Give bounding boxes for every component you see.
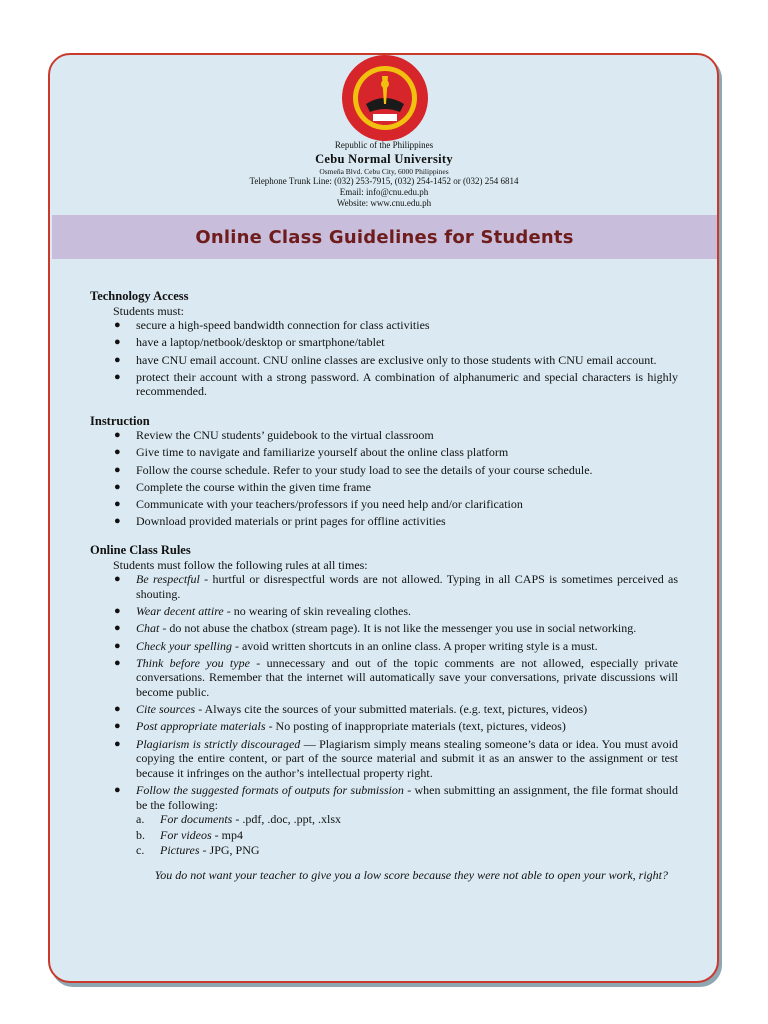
list-item-text: have CNU email account. CNU online classes are exclusive only to those students with CNU email account. bbox=[136, 352, 657, 367]
format-marker: a. bbox=[136, 812, 145, 827]
list-item bbox=[114, 462, 678, 478]
format-term: For documents bbox=[160, 812, 233, 827]
rule-text: - avoid written shortcuts in an online class. A proper writing style is a must. bbox=[231, 638, 598, 653]
instruction-list bbox=[90, 428, 678, 529]
rule-text: - no wearing of skin revealing clothes. bbox=[223, 604, 412, 619]
technology-intro: Students must: bbox=[113, 303, 185, 318]
rule-item bbox=[114, 719, 678, 734]
list-item bbox=[114, 352, 678, 368]
rule-term: Follow the suggested formats of outputs for submission bbox=[136, 782, 404, 797]
bullet-icon: ● bbox=[114, 429, 121, 442]
bullet-icon: ● bbox=[114, 336, 121, 349]
rule-term: Plagiarism is strictly discouraged bbox=[136, 736, 301, 751]
bullet-icon: ● bbox=[114, 353, 121, 366]
format-term: For videos bbox=[160, 827, 212, 842]
closing-note: You do not want your teacher to give you a low score because they were not able to open your work, right? bbox=[154, 867, 668, 882]
section-heading-technology: Technology Access bbox=[90, 289, 189, 303]
list-item-text: Communicate with your teachers/professors if you need help and/or clarification bbox=[136, 496, 523, 511]
technology-list bbox=[90, 318, 678, 399]
bullet-icon: ● bbox=[114, 783, 121, 796]
university-seal-logo bbox=[330, 54, 440, 142]
rule-text: - unnecessary and out of the topic comments are not allowed, especially private conversations. Remember that the internet will automatically save your conversations, private discussions will become public. bbox=[136, 655, 678, 699]
rule-text: - when submitting an assignment, the file format should be the following: bbox=[136, 782, 679, 812]
bullet-icon: ● bbox=[114, 497, 121, 510]
list-item-text: Review the CNU students’ guidebook to the virtual classroom bbox=[136, 428, 434, 443]
rule-item bbox=[114, 572, 678, 602]
title-banner bbox=[52, 215, 717, 259]
bullet-icon: ● bbox=[114, 319, 121, 332]
page-title: Online Class Guidelines for Students bbox=[195, 226, 574, 248]
email-line: Email: info@cnu.edu.ph bbox=[339, 187, 429, 197]
rule-text: - Always cite the sources of your submitted materials. (e.g. text, pictures, videos) bbox=[195, 702, 588, 717]
list-item-text: protect their account with a strong password. A combination of alphanumeric and special characters is highly recommended. bbox=[136, 369, 678, 399]
format-marker: b. bbox=[136, 827, 145, 842]
list-item bbox=[114, 335, 678, 350]
list-item bbox=[114, 318, 678, 333]
rule-text: - hurtful or disrespectful words are not allowed. Typing in all CAPS is sometimes perceived as shouting. bbox=[136, 572, 678, 602]
section-heading-instruction: Instruction bbox=[90, 413, 150, 428]
list-item bbox=[114, 496, 678, 512]
bullet-icon: ● bbox=[114, 463, 121, 476]
rule-item bbox=[114, 782, 679, 858]
list-item bbox=[114, 428, 678, 443]
section-heading-rules: Online Class Rules bbox=[90, 543, 191, 558]
rule-item bbox=[114, 604, 678, 619]
format-marker: c. bbox=[136, 843, 145, 858]
rule-item bbox=[114, 702, 678, 717]
list-item bbox=[114, 479, 678, 495]
rule-item bbox=[114, 736, 678, 781]
bullet-icon: ● bbox=[114, 703, 121, 716]
bullet-icon: ● bbox=[114, 370, 121, 383]
university-name: Cebu Normal University bbox=[315, 152, 453, 166]
list-item-text: Complete the course within the given time frame bbox=[136, 479, 371, 494]
list-item-text: Give time to navigate and familiarize yourself about the online class platform bbox=[136, 445, 509, 460]
bullet-icon: ● bbox=[114, 605, 121, 618]
bullet-icon: ● bbox=[114, 515, 121, 528]
rule-term: Wear decent attire bbox=[136, 604, 224, 619]
rules-intro: Students must follow the following rules at all times: bbox=[113, 557, 368, 572]
bullet-icon: ● bbox=[114, 573, 121, 586]
rule-text: — Plagiarism simply means stealing someone’s data or idea. You must avoid copying the entire content, or part of the source material and submit it as an answer to the assignment or test because it infringes on the author’s intellectual property right. bbox=[136, 736, 678, 780]
bullet-icon: ● bbox=[114, 622, 121, 635]
list-item bbox=[114, 369, 678, 399]
telephone-line: Telephone Trunk Line: (032) 253-7915, (032) 254-1452 or (032) 254 6814 bbox=[249, 176, 519, 186]
rule-term: Check your spelling bbox=[136, 638, 232, 653]
republic-line: Republic of the Philippines bbox=[334, 140, 434, 150]
rule-term: Chat bbox=[136, 621, 160, 636]
format-text: - mp4 bbox=[211, 827, 243, 842]
bullet-icon: ● bbox=[114, 737, 121, 750]
bullet-icon: ● bbox=[114, 639, 121, 652]
list-item-text: Download provided materials or print pages for offline activities bbox=[136, 514, 446, 529]
bullet-icon: ● bbox=[114, 720, 121, 733]
bullet-icon: ● bbox=[114, 480, 121, 493]
list-item-text: secure a high-speed bandwidth connection for class activities bbox=[136, 318, 430, 333]
rule-item bbox=[114, 638, 678, 654]
bullet-icon: ● bbox=[114, 656, 121, 669]
format-text: - .pdf, .doc, .ppt, .xlsx bbox=[232, 812, 341, 827]
rule-term: Be respectful bbox=[136, 572, 200, 587]
format-item bbox=[136, 843, 678, 858]
bullet-icon: ● bbox=[114, 446, 121, 459]
rule-item bbox=[114, 621, 678, 636]
address-line: Osmeña Blvd. Cebu City, 6000 Philippines bbox=[319, 167, 449, 176]
format-text: - JPG, PNG bbox=[199, 843, 260, 858]
website-line: Website: www.cnu.edu.ph bbox=[336, 198, 432, 208]
rule-term: Cite sources bbox=[136, 702, 196, 717]
format-list bbox=[136, 812, 678, 858]
rule-item bbox=[114, 655, 678, 700]
rule-text: - do not abuse the chatbox (stream page). It is not like the messenger you use in social networking. bbox=[159, 621, 637, 636]
rules-list bbox=[90, 572, 678, 857]
list-item-text: Follow the course schedule. Refer to your study load to see the details of your course schedule. bbox=[136, 462, 593, 477]
rule-term: Post appropriate materials bbox=[136, 719, 266, 734]
list-item-text: have a laptop/netbook/desktop or smartphone/tablet bbox=[136, 335, 385, 350]
rule-text: - No posting of inappropriate materials (text, pictures, videos) bbox=[265, 719, 566, 734]
rule-term: Think before you type bbox=[136, 655, 250, 670]
list-item bbox=[114, 514, 678, 529]
format-term: Pictures bbox=[160, 843, 200, 858]
list-item bbox=[114, 445, 678, 460]
letterhead bbox=[0, 140, 768, 209]
format-item bbox=[136, 827, 678, 843]
format-item bbox=[136, 812, 678, 827]
guidelines-content bbox=[90, 289, 678, 882]
